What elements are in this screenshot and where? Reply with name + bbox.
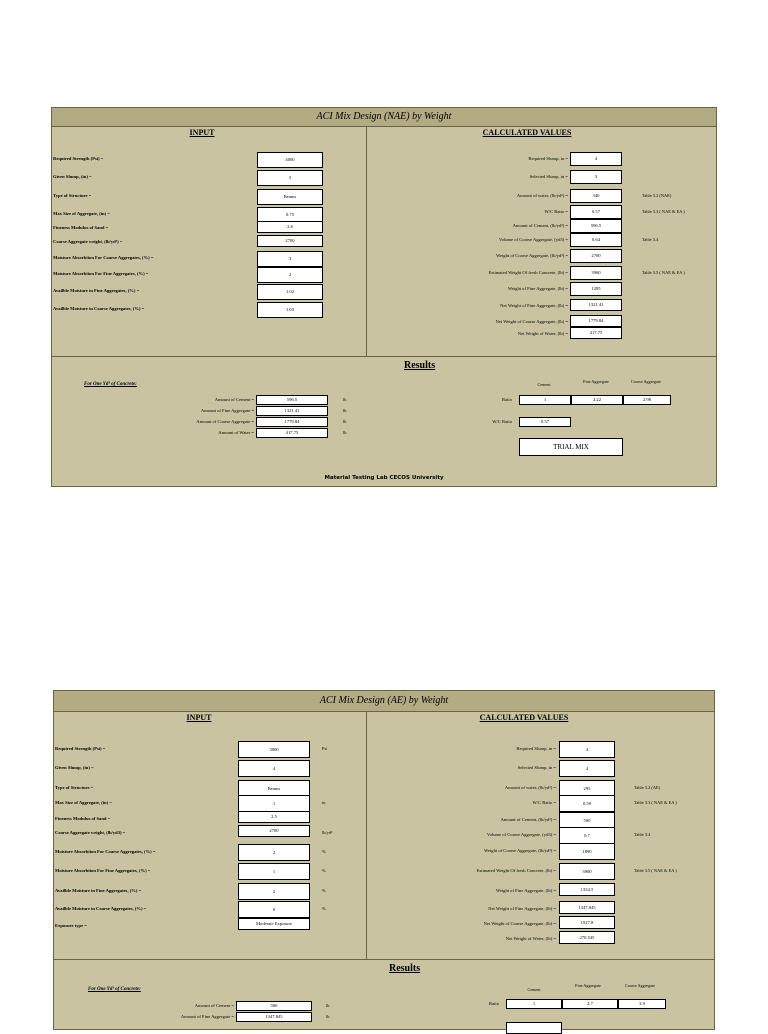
nae-wc-value: 0.57: [519, 417, 571, 427]
input-label: Coarse Aggregate weight, (lb/yd3) =: [55, 830, 126, 835]
calc-value-field: 3960: [570, 266, 622, 280]
calc-value-field: 500: [559, 812, 615, 829]
input-label: Type of Structure =: [53, 193, 92, 198]
table-reference-note: Table 3.2 (NAE): [642, 193, 672, 198]
calc-label: Selected Slump, in =: [529, 174, 568, 179]
calc-value-field: 0.7: [559, 827, 615, 844]
calc-value-field: 417.75: [570, 327, 622, 339]
amount-label: Amount of Cement =: [214, 397, 254, 402]
input-value-field: 0: [238, 901, 310, 918]
table-reference-note: Table 3.3 ( NAE & EA ): [634, 800, 677, 805]
amount-unit: lb: [343, 419, 347, 424]
calc-label: Estimated Weight Of fresh Concrete, (lb) =: [488, 270, 568, 275]
input-label: Required Strength (Psi) =: [55, 746, 106, 751]
nae-input-heading: INPUT: [189, 128, 215, 137]
input-unit: in: [322, 800, 326, 805]
input-value-field: 3: [257, 251, 323, 267]
input-unit: %: [322, 868, 326, 873]
calc-label: Net Weight of Coarse Aggregate, (lb) =: [495, 319, 568, 324]
nae-ratio-fine: 2.22: [571, 395, 623, 405]
nae-ratio-coarse: 2.98: [623, 395, 671, 405]
input-value-field: 2700: [238, 825, 310, 837]
ae-ratio-head-coarse: Coarse Aggregate: [625, 983, 655, 988]
calc-label: Net Weight of Coarse Aggregate, (lb) =: [483, 921, 556, 926]
ae-per-yard-label: For One Yd³ of Concrete:: [88, 987, 141, 992]
input-value-field: 2: [238, 844, 310, 861]
input-unit: %: [322, 906, 326, 911]
amount-label: Amount of Water =: [218, 430, 254, 435]
ae-column-divider: [366, 711, 367, 959]
calc-label: Selected Slump, in =: [517, 765, 556, 770]
calc-label: Net Weight of Water, (lb) =: [505, 936, 556, 941]
calc-value-field: 1890: [559, 843, 615, 860]
calc-label: Amount of water, (lb/yd³) =: [516, 193, 568, 198]
calc-label: Amount of Cement, (lb/yd³) =: [512, 223, 568, 228]
calc-label: Net Weight of Fine Aggregate, (lb) =: [500, 303, 568, 308]
input-unit: lb/yd³: [322, 830, 333, 835]
amount-label: Amount of Coarse Aggregate =: [196, 419, 254, 424]
nae-ratio-head-coarse: Coarse Aggregate: [631, 379, 661, 384]
calc-value-field: 1321.41: [570, 299, 622, 311]
calc-label: Amount of water, (lb/yd³) =: [504, 785, 556, 790]
ae-ratio-label: Ratio: [489, 1001, 499, 1006]
nae-mix-design-sheet: [51, 107, 717, 487]
input-label: Fineness Modulus of Sand =: [53, 225, 109, 230]
nae-ratio-cement: 1: [519, 395, 571, 405]
input-label: Availble Moisture in Coarse Aggregates, (%) =: [53, 306, 145, 311]
input-value-field: 2.6: [257, 221, 323, 233]
input-value-field: 2: [238, 883, 310, 900]
input-label: Fineness Modulus of Sand =: [55, 816, 111, 821]
nae-calculated-heading: CALCULATED VALUES: [482, 128, 572, 137]
calc-label: W/C Ratio =: [532, 800, 556, 805]
calc-label: Weight of Coarse Aggregate, (lb/yd³) =: [484, 848, 556, 853]
amount-unit: lb: [343, 430, 347, 435]
calc-value-field: 4: [570, 152, 622, 166]
input-value-field: 1.03: [257, 302, 323, 318]
calc-value-field: 0.57: [570, 205, 622, 219]
input-value-field: 0.75: [257, 207, 323, 223]
calc-label: Required Slump, in =: [516, 746, 556, 751]
amount-value-field: 417.75: [256, 428, 328, 438]
nae-wc-label: W/C Ratio: [492, 419, 512, 424]
amount-unit: lb: [326, 1003, 330, 1008]
amount-value-field: 1321.41: [256, 406, 328, 416]
input-label: Moisture Absorbtion For Coarse Aggregates, (%) =: [53, 255, 154, 260]
calc-value-field: 596.5: [570, 219, 622, 233]
calc-label: Weight of Fine Aggregate, (lb) =: [495, 888, 556, 893]
input-label: Type of Structure =: [55, 785, 94, 790]
calc-value-field: 340: [570, 189, 622, 203]
amount-label: Amount of Cement =: [194, 1003, 234, 1008]
calc-label: Net Weight of Fine Aggregate, (lb) =: [488, 906, 556, 911]
ae-ratio-head-cement: Cement: [527, 987, 541, 992]
calc-value-field: 3900: [559, 863, 615, 880]
amount-unit: lb: [343, 408, 347, 413]
input-value-field: 1: [238, 795, 310, 812]
calc-label: Weight of Fine Aggregate, (lb) =: [507, 286, 568, 291]
nae-ratio-head-fine: Fine Aggregate: [583, 379, 609, 384]
input-unit: Psi: [322, 746, 328, 751]
calc-label: Estimated Weight Of fresh Concrete, (lb) =: [476, 868, 556, 873]
input-label: Max Size of Aggregate, (in) =: [53, 211, 110, 216]
input-label: Moisture Absorbtion For Fine Aggregates, (%) =: [53, 271, 149, 276]
ae-ratio-head-fine: Fine Aggregate: [575, 983, 601, 988]
ae-calculated-heading: CALCULATED VALUES: [479, 713, 569, 722]
table-reference-note: Table 3.2 (AE): [634, 785, 661, 790]
calc-label: Volume of Coarse Aggregate, (yd3) =: [486, 832, 556, 837]
input-value-field: 2700: [257, 235, 323, 247]
calc-value-field: 1295: [570, 282, 622, 296]
ae-mix-design-sheet: [53, 690, 715, 1030]
calc-value-field: 295: [559, 780, 615, 797]
input-value-field: 1: [238, 863, 310, 880]
input-label: Availble Moisture in Fine Aggregates, (%) =: [55, 888, 142, 893]
calc-value-field: 4: [559, 741, 615, 758]
nae-per-yard-label: For One Yd³ of Concrete:: [84, 382, 137, 387]
calc-label: Amount of Cement, (lb/yd³) =: [500, 817, 556, 822]
amount-unit: lb: [326, 1014, 330, 1019]
input-value-field: Beams: [238, 780, 310, 797]
amount-label: Amount of Fine Aggregate =: [180, 1014, 234, 1019]
input-value-field: Beams: [257, 189, 323, 205]
nae-ratio-label: Ratio: [502, 397, 512, 402]
table-reference-note: Table 3.5 ( NAE & EA ): [634, 868, 677, 873]
ae-ratio-coarse: 3.9: [618, 999, 666, 1009]
input-value-field: 4: [238, 760, 310, 777]
amount-unit: lb: [343, 397, 347, 402]
input-value-field: 2.5: [238, 811, 310, 823]
input-label: Availble Moisture in Coarse Aggregates, (%) =: [55, 906, 147, 911]
nae-results-title: Results: [404, 360, 436, 371]
input-label: Given Slump, (in) =: [55, 765, 94, 770]
input-value-field: 3: [257, 170, 323, 186]
nae-ratio-head-cement: Cement: [537, 382, 551, 387]
calc-value-field: 1779.84: [570, 315, 622, 327]
input-value-field: 2: [257, 267, 323, 283]
ae-input-heading: INPUT: [186, 713, 212, 722]
input-label: Required Strength (Psi) =: [53, 156, 104, 161]
input-label: Given Slump, (in) =: [53, 174, 92, 179]
amount-label: Amount of Fine Aggregate =: [200, 408, 254, 413]
table-reference-note: Table 3.4: [642, 237, 659, 242]
table-reference-note: Table 3.5 ( NAE & EA ): [642, 270, 685, 275]
calc-value-field: 2700: [570, 249, 622, 263]
input-label: Moisture Absorbtion For Coarse Aggregates, (%) =: [55, 849, 156, 854]
amount-value-field: 1779.84: [256, 417, 328, 427]
ae-ratio-fine: 2.7: [562, 999, 618, 1009]
calc-value-field: 4: [559, 760, 615, 777]
amount-value-field: 1347.845: [236, 1012, 312, 1022]
ae-ratio-cement: 1: [506, 999, 562, 1009]
input-value-field: 3000: [238, 741, 310, 758]
input-label: Exposure type =: [55, 923, 87, 928]
amount-value-field: 500: [236, 1001, 312, 1011]
amount-value-field: 596.5: [256, 395, 328, 405]
input-value-field: 1.02: [257, 284, 323, 300]
calc-value-field: 0.59: [559, 795, 615, 812]
calc-label: Net Weight of Water, (lb) =: [517, 331, 568, 336]
calc-label: Required Slump, in =: [528, 156, 568, 161]
nae-footer: Material Testing Lab CECOS University: [324, 475, 444, 481]
table-reference-note: Table 3.4: [634, 832, 651, 837]
ae-sheet-title: ACI Mix Design (AE) by Weight: [54, 691, 714, 712]
input-label: Max Size of Aggregate, (in) =: [55, 800, 112, 805]
ae-results-divider: [54, 959, 714, 960]
input-value-field: Moderate Exposure: [238, 918, 310, 930]
calc-label: Volume of Coarse Aggregate, (yd3) =: [498, 237, 568, 242]
calc-value-field: 0.64: [570, 233, 622, 247]
calc-label: W/C Ratio =: [544, 209, 568, 214]
nae-results-divider: [52, 356, 716, 357]
calc-value-field: 1334.5: [559, 883, 615, 896]
calc-value-field: 1927.8: [559, 916, 615, 929]
calc-label: Weight of Coarse Aggregate, (lb/yd³) =: [496, 253, 568, 258]
nae-sheet-title: ACI Mix Design (NAE) by Weight: [52, 108, 716, 127]
calc-value-field: 3: [570, 170, 622, 184]
input-unit: %: [322, 888, 326, 893]
ae-results-title: Results: [389, 963, 421, 974]
input-label: Coarse Aggregate weight, (lb/yd³) =: [53, 239, 123, 244]
input-label: Moisture Absorbtion For Fine Aggregates, (%) =: [55, 868, 151, 873]
nae-column-divider: [366, 126, 367, 356]
input-unit: %: [322, 849, 326, 854]
calc-value-field: 270.545: [559, 931, 615, 944]
nae-trial-mix-button[interactable]: TRIAL MIX: [519, 438, 623, 456]
table-reference-note: Table 3.3 ( NAE & EA ): [642, 209, 685, 214]
input-value-field: 4000: [257, 152, 323, 168]
calc-value-field: 1347.845: [559, 901, 615, 914]
input-label: Availble Moisture in Fine Aggregates, (%) =: [53, 288, 140, 293]
